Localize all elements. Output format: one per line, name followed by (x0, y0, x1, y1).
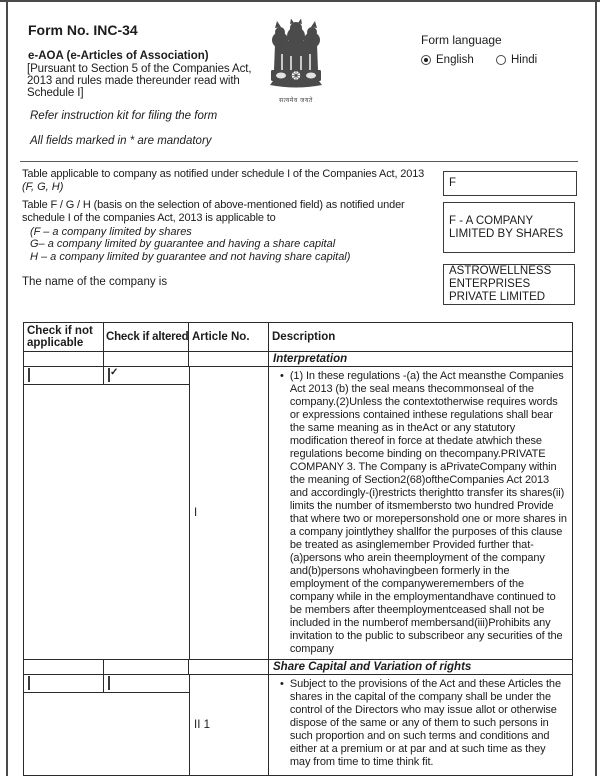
empty-cell (104, 352, 189, 366)
bullet-marker: • (280, 678, 284, 690)
company-name-field[interactable]: ASTROWELLNESS ENTERPRISES PRIVATE LIMITED (443, 264, 575, 305)
description-cell (269, 367, 572, 659)
table-selection-text: Table F / G / H (basis on the selection of above-mentioned field) as notified under schedule I of the companies Act, 2013 is applicable to (22, 199, 405, 224)
checkbox-strip (24, 675, 189, 693)
section-title-interpretation: Interpretation (273, 353, 348, 365)
page-border-right (595, 0, 597, 776)
table-header-row (24, 323, 572, 352)
article-row-interpretation (24, 367, 572, 660)
table-applicable-suffix: (F, G, H) (22, 181, 64, 193)
altered-cell (104, 675, 189, 692)
table-option-descriptions (30, 226, 350, 263)
instruction-kit-note: Refer instruction kit for filing the form (30, 110, 218, 122)
article-description-text: Subject to the provisions of the Act and these Articles the shares in the capital of the company shall be under the control of the Directors who may issue allot or otherwise dispose of the same or any of them to such persons in such proportion and on such terms and conditions and either at a premium or at par and at such time as they may from time to time think fit. (289, 678, 561, 768)
not-applicable-checkbox[interactable] (28, 676, 30, 690)
radio-option-english[interactable] (421, 54, 474, 66)
national-emblem (262, 18, 330, 105)
form-type-title: e-AOA (e-Articles of Association) (28, 50, 209, 62)
radio-option-hindi[interactable] (496, 54, 537, 66)
section-row-interpretation (24, 352, 572, 367)
altered-checkbox[interactable] (108, 676, 110, 690)
header-check-if-not-applicable: Check if not applicable (24, 323, 104, 351)
checkbox-zone (24, 675, 189, 775)
table-applicable-field[interactable]: F (443, 171, 577, 196)
header-separator-line (20, 161, 578, 162)
pursuant-text: [Pursuant to Section 5 of the Companies Act, 2013 and rules made thereunder read with Schedule I] (27, 63, 252, 99)
checkbox-strip (24, 367, 189, 385)
header-article-no: Article No. (189, 323, 269, 351)
option-h-description: H – a company limited by guarantee and not having share capital) (30, 250, 351, 263)
bullet-marker: • (280, 370, 284, 382)
section-title-share-capital: Share Capital and Variation of rights (273, 661, 472, 673)
empty-cell (189, 660, 269, 674)
english-radio-label: English (436, 54, 474, 66)
articles-table (23, 322, 573, 776)
section-row-share-capital (24, 660, 572, 675)
table-selection-field[interactable]: F - A COMPANY LIMITED BY SHARES (443, 202, 575, 253)
not-applicable-cell (24, 675, 104, 692)
empty-cell (104, 660, 189, 674)
article-description-text: (1) In these regulations -(a) the Act meansthe Companies Act 2013 (b) the seal means thecommonseal of the company.(2)Unless the contextotherwise requires words or expressions contained inthese regulations shall bear the same meaning as in theAct or any statutory modification thereof in force at thedate atwhich these regulations become binding on thecompany.PRIVATE COMPANY 3. The Company is aPrivateCompany within the meaning of Section2(68)oftheCompanies Act 2013 and accordingly-(i)restricts therightto transfer its shares(ii) limits the number of itsmembersto two hundred Provide that where two or morepersonshold one or more shares in a company jointlythey shallfor the purposes of this clause be treated as asinglemember Provided further that-(a)persons who arein theemployment of the company and(b)persons whohavingbeen formerly in the employment of the companyweremembers of the company while in the employmentandhave continued to be members after theemploymentceased shall not be included in the numberof membersand(iii)Prohibits any invitation to the public to subscribeor any securities of the company (289, 370, 567, 655)
lion-capital-emblem-icon (265, 18, 327, 92)
empty-cell (24, 660, 104, 674)
page-border-left (6, 0, 8, 776)
form-language-label: Form language (421, 33, 502, 47)
company-name-label: The name of the company is (22, 276, 168, 288)
table-applicable-text: Table applicable to company as notified under schedule I of the Companies Act, 2013 (22, 168, 425, 180)
article-number-cell: II 1 (189, 675, 269, 775)
satyameva-jayate-motto: सत्यमेव जयते (279, 98, 313, 104)
article-number-cell: I (189, 367, 269, 659)
article-row-share-capital (24, 675, 572, 775)
empty-cell (189, 352, 269, 366)
form-number-title: Form No. INC-34 (28, 22, 138, 38)
hindi-radio-button[interactable] (496, 55, 506, 65)
form-language-radio-group (421, 54, 581, 68)
option-f-description: (F – a company limited by shares (30, 226, 192, 238)
page-border-top (0, 0, 600, 2)
empty-cell (24, 352, 104, 366)
english-radio-button[interactable] (421, 55, 431, 65)
not-applicable-cell (24, 367, 104, 384)
altered-cell (104, 367, 189, 384)
option-g-description: G– a company limited by guarantee and having a share capital (30, 238, 336, 251)
mandatory-fields-note: All fields marked in * are mandatory (30, 135, 212, 147)
header-check-if-altered: Check if altered (104, 323, 189, 351)
description-cell (269, 675, 572, 775)
header-description: Description (272, 331, 336, 343)
checkbox-zone (24, 367, 189, 659)
table-applicable-question (22, 168, 424, 194)
altered-checkbox[interactable] (108, 368, 110, 382)
not-applicable-checkbox[interactable] (28, 368, 30, 382)
hindi-radio-label: Hindi (511, 54, 538, 66)
